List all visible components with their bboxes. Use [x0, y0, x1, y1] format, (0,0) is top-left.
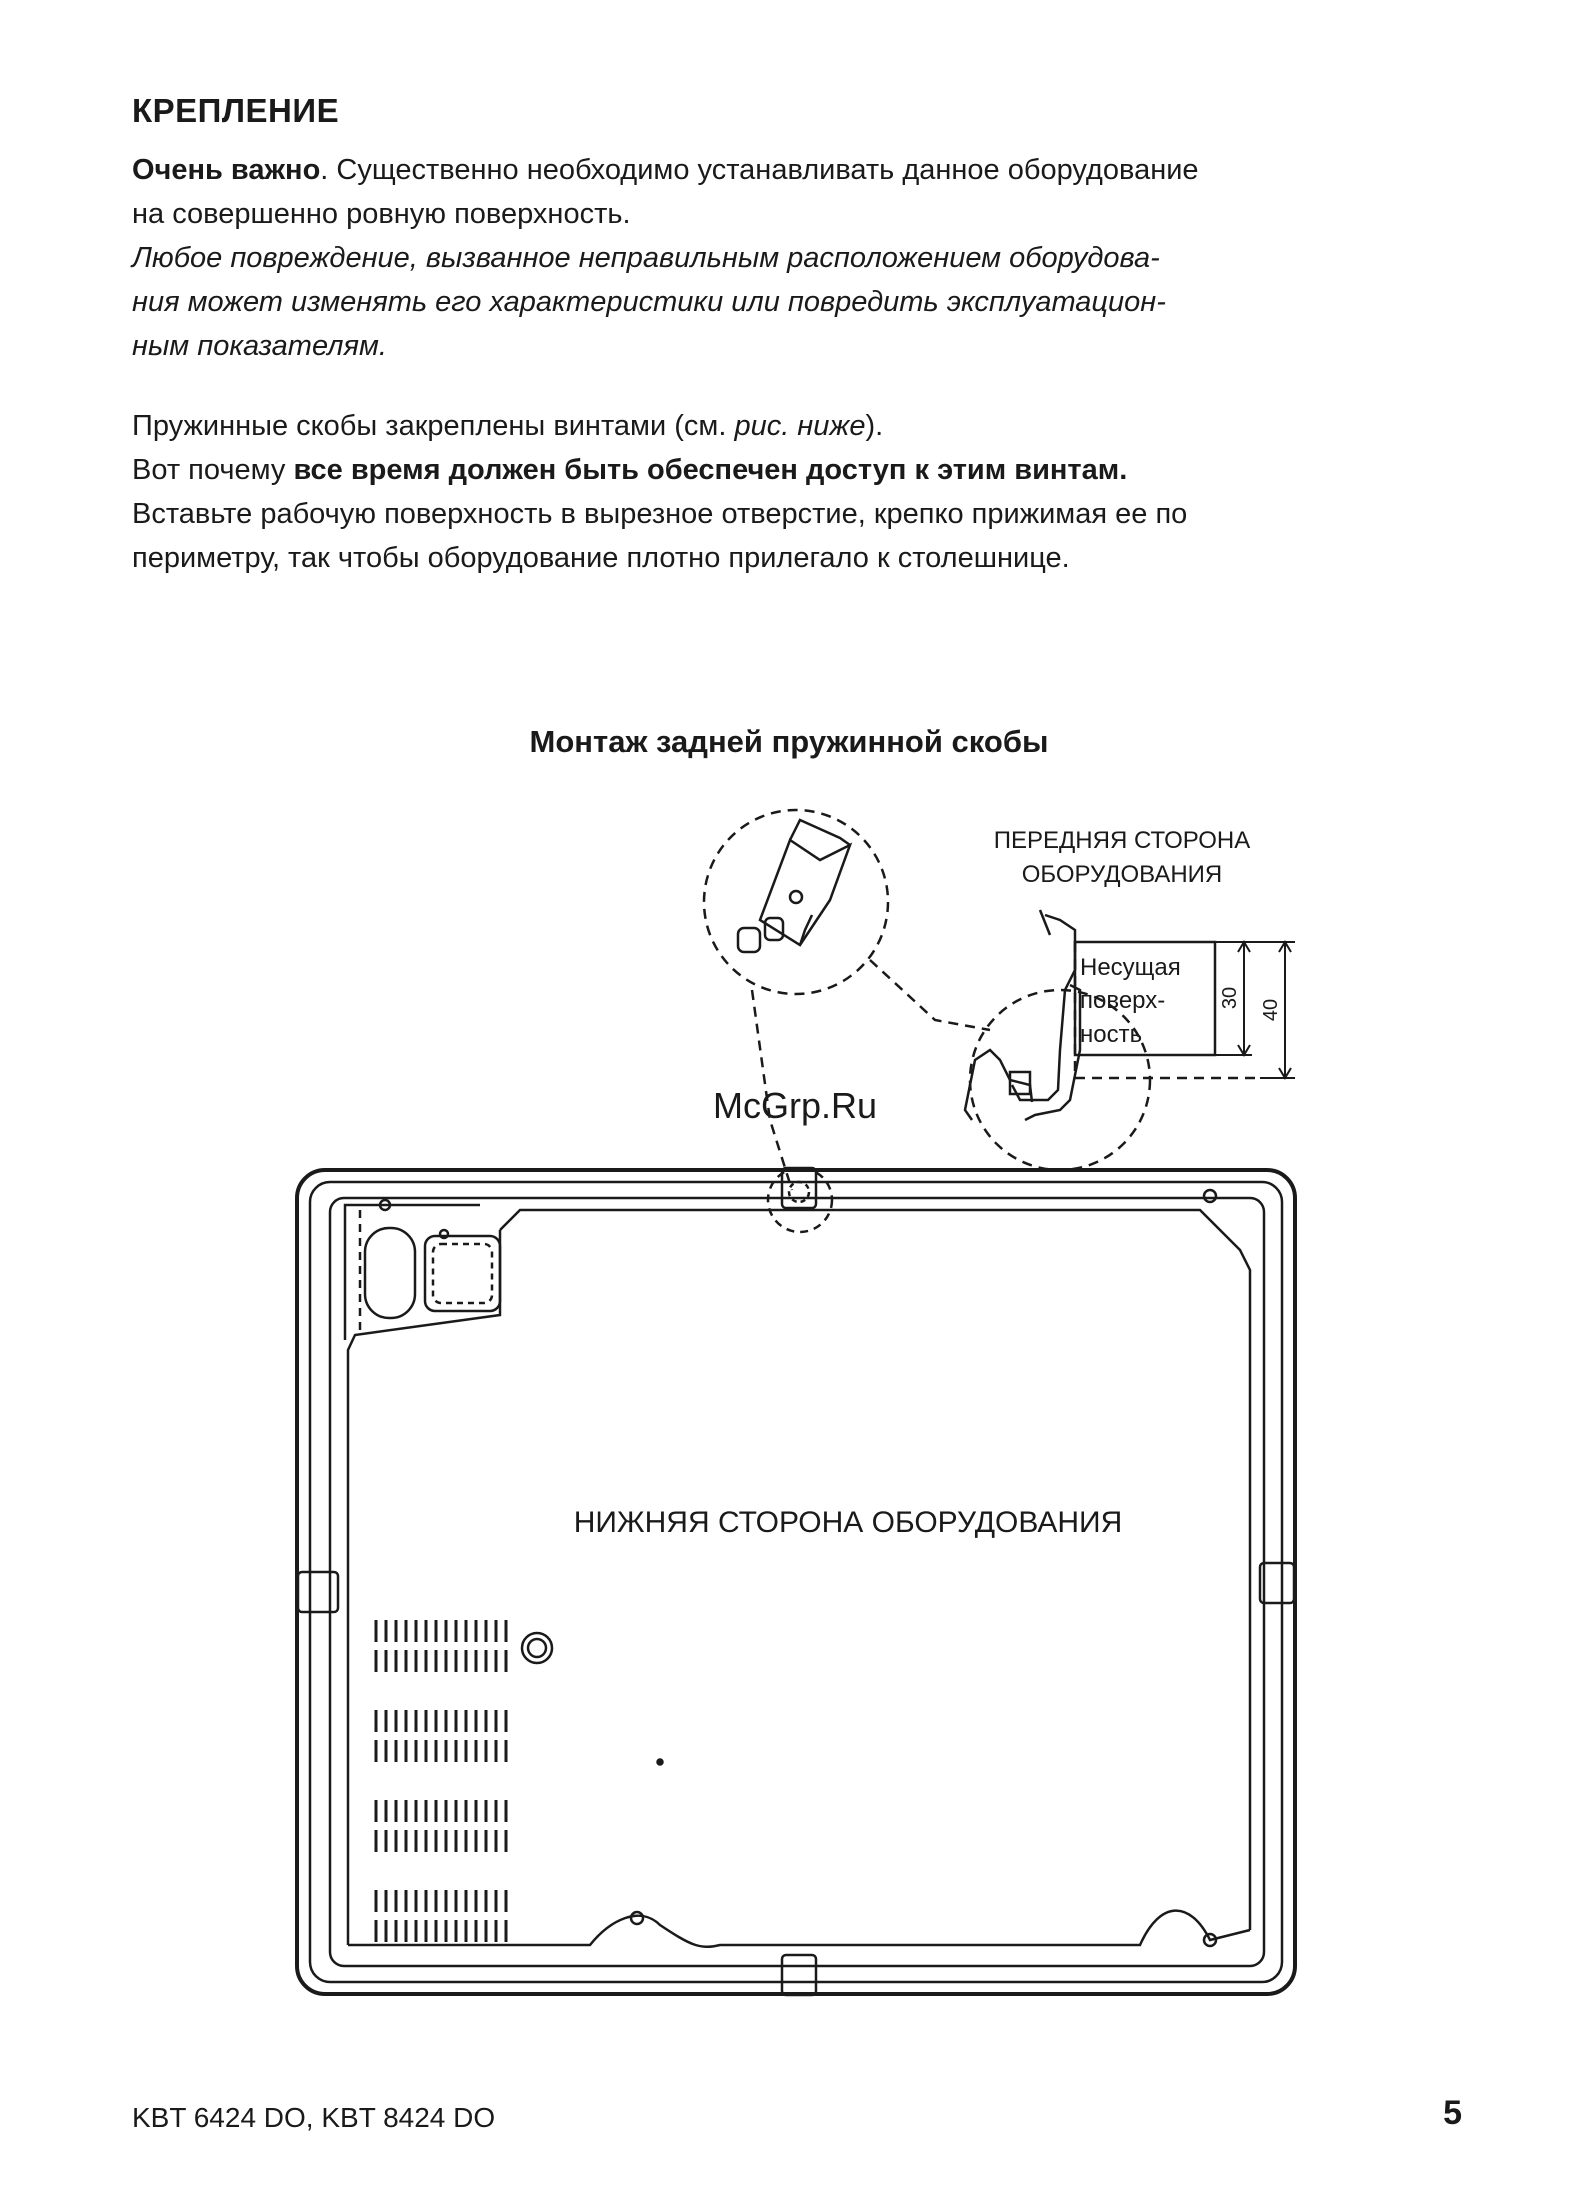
vent-slots: [376, 1620, 506, 1942]
surface-label-1: Несущая: [1080, 954, 1181, 981]
figure-reference: рис. ниже: [734, 410, 866, 442]
fixing-line-3: Вставьте рабочую поверхность в вырезное отверстие, крепко прижимая ее по: [132, 498, 1188, 530]
central-screw: [522, 1633, 552, 1663]
figure-caption: Монтаж задней пружинной скобы: [529, 724, 1049, 759]
important-lead: Очень важно: [132, 154, 321, 186]
watermark: McGrp.Ru: [712, 1085, 878, 1126]
hob-frame: [297, 1170, 1295, 1994]
top-left-openings: [365, 1200, 500, 1318]
access-emphasis: все время должен быть обеспечен доступ к этим винтам.: [293, 454, 1128, 486]
fixing-line-2-start: Вот почему: [132, 454, 294, 486]
warning-line-3: ным показателям.: [132, 330, 387, 362]
surface-label-3: ность: [1080, 1021, 1143, 1048]
dimension-30: 30: [1219, 986, 1241, 1010]
warning-line-1: Любое повреждение, вызванное неправильным расположением оборудова-: [132, 242, 1160, 274]
front-side-label-1: ПЕРЕДНЯЯ СТОРОНА: [993, 827, 1251, 854]
fixing-line-4: периметру, так чтобы оборудование плотно прилегало к столешнице.: [132, 542, 1070, 574]
dimension-40: 40: [1260, 998, 1282, 1022]
underside-label: НИЖНЯЯ СТОРОНА ОБОРУДОВАНИЯ: [573, 1506, 1123, 1539]
bracket-detail-circle: [704, 810, 888, 994]
center-dot: [658, 1760, 663, 1765]
page-number: 5: [1443, 2094, 1462, 2132]
footer-model-numbers: KBT 6424 DO, KBT 8424 DO: [132, 2102, 496, 2133]
front-side-label-2: ОБОРУДОВАНИЯ: [1021, 861, 1223, 888]
fixing-line-1-end: ).: [865, 410, 884, 442]
warning-line-2: ния может изменять его характеристики или повредить эксплуатацион-: [132, 286, 1166, 318]
clip-highlight: [768, 1168, 832, 1232]
fixing-line-1-start: Пружинные скобы закреплены винтами (см.: [132, 410, 735, 442]
surface-label-2: поверх-: [1080, 987, 1166, 1014]
intro-line-1-rest: . Существенно необходимо устанавливать данное оборудование: [320, 154, 1199, 186]
frame-clips: [298, 1168, 1294, 1995]
intro-line-2: на совершенно ровную поверхность.: [132, 198, 631, 230]
section-heading: КРЕПЛЕНИЕ: [132, 92, 340, 129]
detail-connectors: [752, 960, 990, 1190]
